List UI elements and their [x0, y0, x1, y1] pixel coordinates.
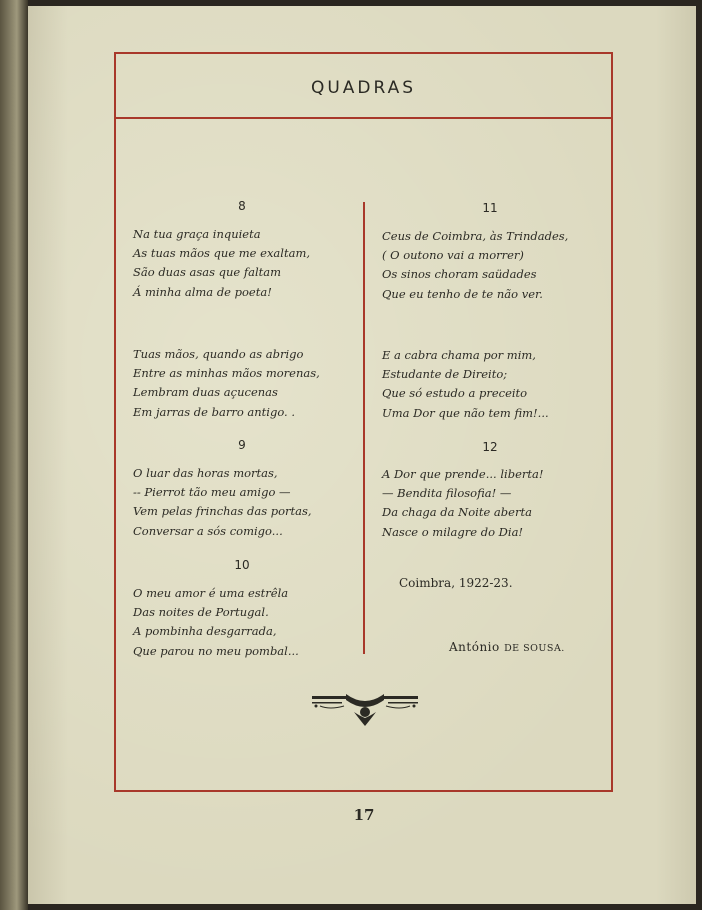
verse-line: Que eu tenho de te não ver. — [382, 286, 543, 301]
header-rule — [114, 117, 613, 119]
stanza-number: 12 — [482, 440, 498, 454]
verse-line: As tuas mãos que me exaltam, — [133, 246, 311, 261]
verse-line: ( O outono vai a morrer) — [382, 248, 524, 263]
verse-line: Conversar a sós comigo... — [133, 523, 283, 538]
stanza-right-3 — [382, 465, 543, 542]
verse-line: O luar das horas mortas, — [133, 466, 278, 480]
verse-line: Lembram duas açucenas — [133, 385, 278, 400]
stanza-number: 8 — [238, 199, 246, 213]
verse-line: Que parou no meu pombal... — [133, 643, 299, 658]
page-title: QUADRAS — [310, 78, 417, 98]
place-date: Coimbra, 1922-23. — [399, 576, 513, 590]
stanza-left-4 — [133, 584, 299, 661]
verse-line: — Bendita filosofia! — — [382, 486, 512, 501]
verse-line: Á minha alma de poeta! — [133, 284, 272, 299]
verse-line: -- Pierrot tão meu amigo — — [133, 485, 291, 500]
verse-line: Uma Dor que não tem fim!... — [382, 405, 549, 420]
stanza-right-1 — [382, 227, 568, 304]
verse-line: E a cabra chama por mim, — [382, 348, 536, 362]
verse-line: Vem pelas frinchas das portas, — [133, 504, 312, 519]
verse-line: O meu amor é uma estrêla — [133, 586, 289, 600]
stanza-number: 10 — [234, 558, 250, 572]
stanza-left-3 — [133, 464, 312, 541]
verse-line: Entre as minhas mãos morenas, — [133, 366, 320, 381]
verse-line: Das noites de Portugal. — [133, 605, 269, 620]
verse-line: Estudante de Direito; — [382, 367, 508, 382]
author-signature — [449, 640, 565, 654]
verse-line: Na tua graça inquieta — [133, 227, 261, 241]
stanza-left-1 — [133, 225, 310, 302]
stanza-number: 9 — [238, 438, 246, 452]
verse-line: A Dor que prende... liberta! — [382, 467, 544, 481]
stanza-number: 11 — [482, 201, 498, 215]
verse-line: Da chaga da Noite aberta — [382, 505, 532, 520]
column-divider — [363, 202, 365, 654]
verse-line: Nasce o milagre do Dia! — [382, 524, 524, 539]
verse-line: Que só estudo a preceito — [382, 386, 528, 401]
ornament-icon — [310, 690, 420, 730]
verse-line: Os sinos choram saüdades — [382, 267, 537, 282]
page-number: 17 — [353, 806, 375, 824]
author-surname: DE SOUSA. — [504, 643, 565, 654]
author-first-name: António — [449, 640, 500, 654]
verse-line: Tuas mãos, quando as abrigo — [133, 347, 304, 361]
verse-line: Ceus de Coimbra, às Trindades, — [382, 229, 569, 243]
verse-line: A pombinha desgarrada, — [133, 624, 277, 639]
verse-line: São duas asas que faltam — [133, 265, 282, 280]
stanza-right-2 — [382, 346, 549, 423]
verse-line: Em jarras de barro antigo. . — [133, 404, 296, 419]
binding-edge — [0, 0, 28, 910]
stanza-left-2 — [133, 345, 320, 422]
